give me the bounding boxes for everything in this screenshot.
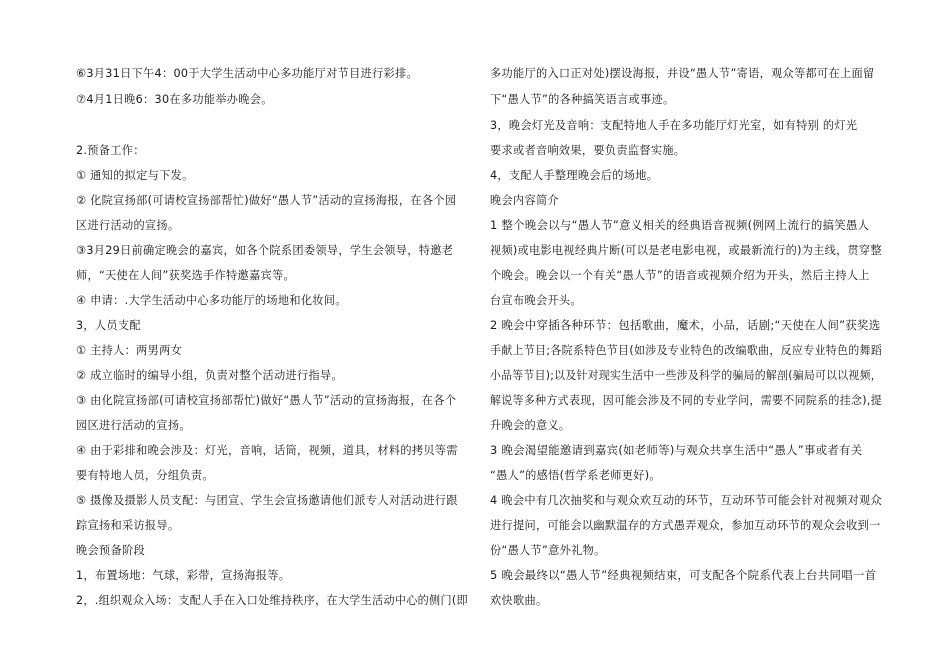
text-line: ⑦4月1日晚6：30在多功能举办晚会。 [76,93,273,106]
text-line: 2 晚会中穿插各种环节：包括歌曲，魔术，小品，话剧;“天使在人间”获奖选 [490,318,881,332]
text-line: 进行提问，可能会以幽默温存的方式愚弄观众，参加互动环节的观众会收到一 [490,519,881,532]
section-heading: 2.预备工作： [76,144,145,157]
text-line: ① 通知的拟定与下发。 [76,169,194,182]
text-line: 区进行活动的宣扬。 [76,219,180,232]
text-line: 4 晚会中有几次抽奖和与观众欢互动的环节，互动环节可能会针对视频对观众 [490,493,883,507]
section-heading: 晚会预备阶段 [76,544,145,557]
text-line: 3 晚会渴望能邀请到嘉宾(如老师等)与观众共享生活中“愚人”事或者有关 [490,443,863,457]
text-line: 手献上节目;各院系特色节目(如涉及专业特色的改编歌曲，反应专业特色的舞蹈 [490,344,883,357]
text-line: 台宣布晚会开头。 [490,294,582,307]
text-line: ② 化院宣扬部(可请校宣扬部帮忙)做好“愚人节”活动的宣扬海报，在各个园 [76,194,457,207]
text-line: 2，.组织观众入场：支配人手在入口处维持秩序，在大学生活动中心的侧门(即 [76,594,468,607]
section-heading: 3，人员支配 [76,319,141,332]
text-line: “愚人”的感悟(哲学系老师更好)。 [490,469,661,482]
text-line: 份“愚人节”意外礼物。 [490,544,606,557]
text-line: 5 晚会最终以“愚人节”经典视频结束，可支配各个院系代表上台共同唱一首 [490,568,877,582]
text-line: 多功能厅的入口正对处)摆设海报，并设“愚人节”寄语，观众等都可在上面留 [490,67,875,80]
text-line: 踪宣扬和采访报导。 [76,519,180,532]
text-line: ③3月29日前确定晚会的嘉宾，如各个院系团委领导，学生会领导，特邀老 [76,244,454,257]
text-line: ② 成立临时的编导小组，负责对整个活动进行指导。 [76,369,343,382]
text-line: 师，“天使在人间”获奖选手作特邀嘉宾等。 [76,269,295,282]
text-line: 1 整个晚会以与“愚人节”意义相关的经典语音视频(例网上流行的搞笑愚人 [490,218,870,232]
text-line: 升晚会的意义。 [490,419,571,432]
text-line: 园区进行活动的宣扬。 [76,419,191,432]
text-line: 视频)或电影电视经典片断(可以是老电影电视，或最新流行的)为主线，贯穿整 [490,244,882,257]
text-line: ④ 申请：.大学生活动中心多功能厅的场地和化妆间。 [76,294,347,307]
text-line: 3，晚会灯光及音响：支配特地人手在多功能厅灯光室，如有特别 的灯光 [490,119,858,132]
text-line: 1，布置场地：气球，彩带，宣扬海报等。 [76,569,291,582]
text-line: ④ 由于彩排和晚会涉及：灯光，音响，话筒，视频，道具，材料的拷贝等需 [76,444,458,457]
text-line: 解说等多种方式表现，因可能会涉及不同的专业学问，需要不同院系的挂念),提 [490,394,882,407]
section-heading: 晚会内容简介 [490,194,559,207]
text-line: 4，支配人手整理晚会后的场地。 [490,169,659,182]
text-line: 要求或者音响效果，要负责监督实施。 [490,144,686,157]
text-line: 个晚会。晚会以一个有关“愚人节”的语音或视频介绍为开头，然后主持人上 [490,269,870,282]
text-line: ① 主持人：两男两女 [76,344,183,357]
text-line: ⑤ 摄像及摄影人员支配：与团宣、学生会宣扬邀请他们派专人对活动进行跟 [76,494,458,507]
text-line: 要有特地人员，分组负责。 [76,469,214,482]
text-line: 下“愚人节”的各种搞笑语言或事迹。 [490,93,675,106]
text-line: 小品等节目);以及针对现实生活中一些涉及科学的骗局的解剖(骗局可以以视频， [490,369,882,382]
text-line: 欢快歌曲。 [490,594,548,607]
text-line: ③ 由化院宣扬部(可请校宣扬部帮忙)做好“愚人节”活动的宣扬海报，在各个 [76,394,457,407]
text-line: ⑥3月31日下午4：00于大学生活动中心多功能厅对节目进行彩排。 [76,67,419,80]
